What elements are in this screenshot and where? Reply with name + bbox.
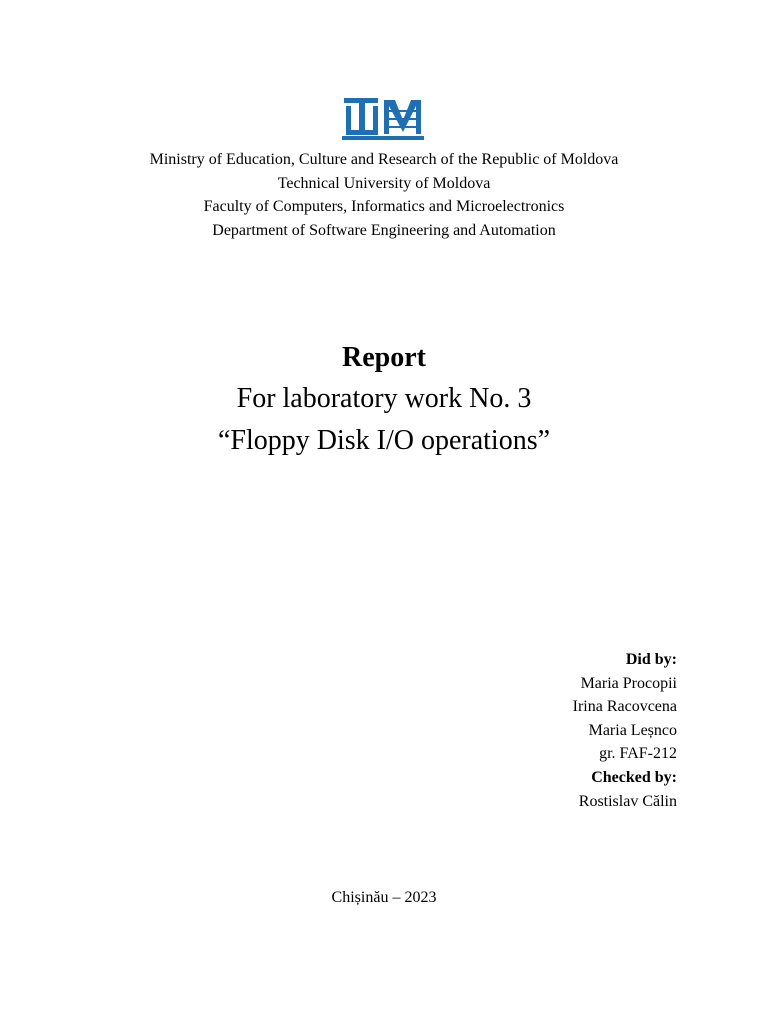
group-name: gr. FAF-212: [599, 745, 677, 763]
checked-by-label: Checked by:: [591, 768, 677, 786]
ministry-name: Ministry of Education, Culture and Research of the Republic of Moldova: [149, 151, 619, 168]
student-name: Maria Leșnco: [588, 721, 677, 739]
institution-block: [0, 148, 768, 242]
student-name: Maria Procopii: [580, 674, 677, 692]
university-name: Technical University of Moldova: [277, 174, 491, 192]
lab-topic: “Floppy Disk I/O operations”: [217, 425, 551, 456]
title-block: [0, 338, 768, 462]
university-logo: [340, 96, 428, 144]
department-name: Department of Software Engineering and Automation: [212, 221, 556, 239]
lab-work-line: For laboratory work No. 3: [236, 383, 532, 414]
report-title: Report: [342, 342, 426, 373]
utm-logo-icon: [340, 96, 428, 144]
did-by-label: Did by:: [625, 651, 677, 668]
faculty-name: Faculty of Computers, Informatics and Microelectronics: [203, 198, 565, 215]
authors-block: [573, 648, 677, 813]
place-and-year: Chișinău – 2023: [331, 889, 437, 906]
checker-name: Rostislav Călin: [578, 792, 677, 810]
student-name: Irina Racovcena: [572, 698, 677, 716]
